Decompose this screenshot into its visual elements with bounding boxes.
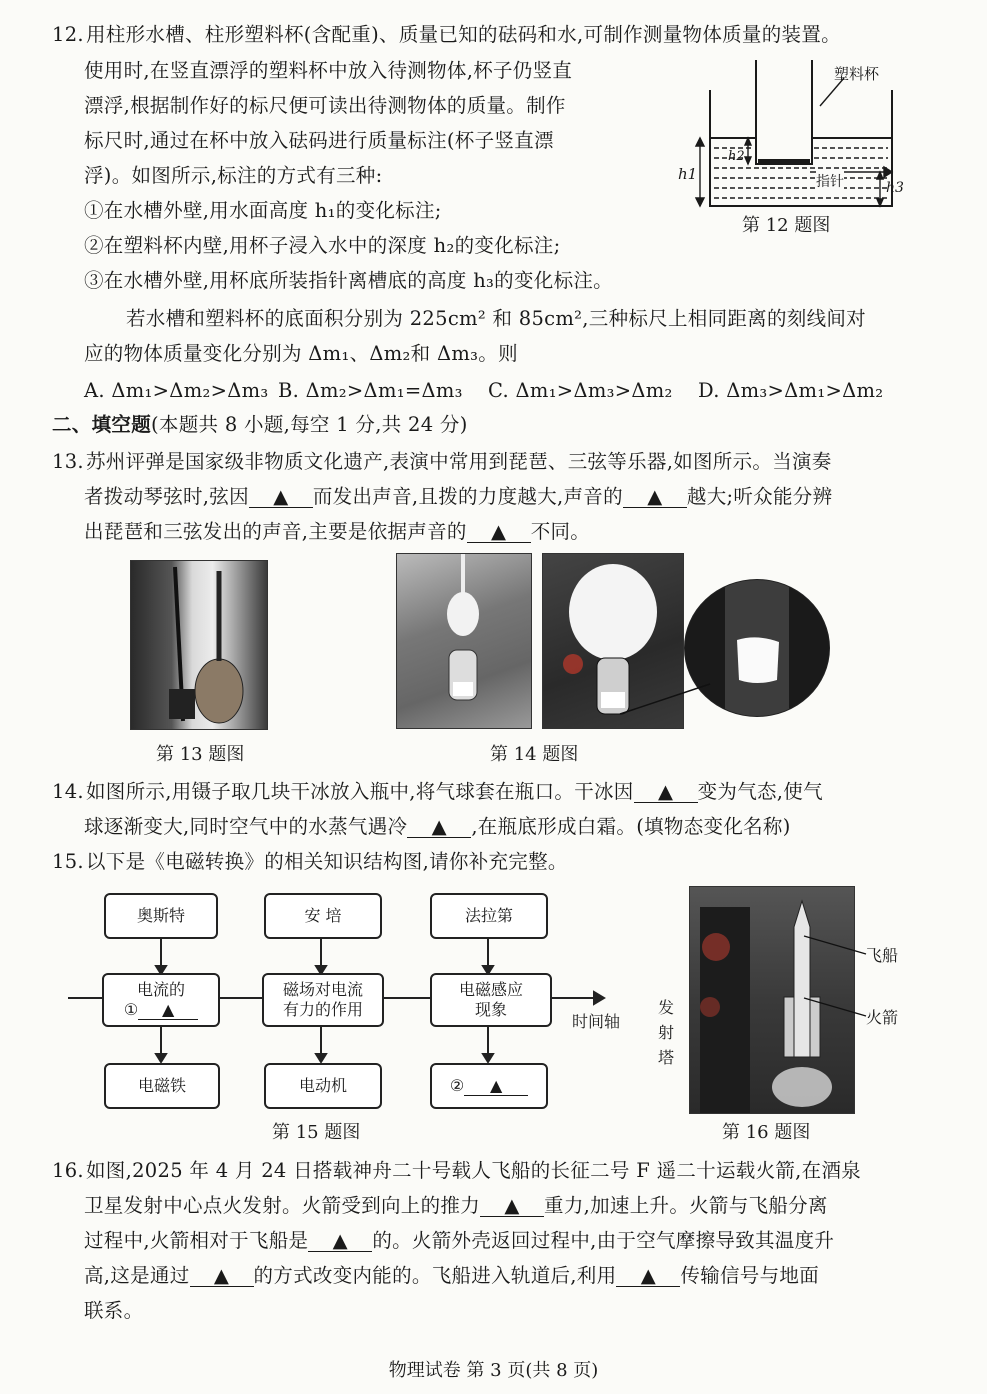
counterweight	[758, 159, 810, 164]
q12-line-5: 浮)。如图所示,标注的方式有三种:	[84, 164, 383, 187]
q15-box-oersted: 奥斯特	[104, 893, 218, 939]
q13-photo-instruments	[130, 560, 268, 730]
q14-text: 如图所示,用镊子取几块干冰放入瓶中,将气球套在瓶口。干冰因	[86, 780, 634, 803]
q12-line-6: 若水槽和塑料杯的底面积分别为 225cm² 和 85cm²,三种标尺上相同距离的刻线间对	[126, 307, 866, 330]
q15-blank-1[interactable]: ▲	[138, 1001, 198, 1020]
q13-line-3	[84, 519, 590, 545]
q12-h2-label: h2	[728, 149, 745, 164]
q15-box-text: 现象	[474, 1000, 507, 1019]
q15-box-force-on-current	[262, 973, 384, 1027]
q13-text: 越大;听众能分辨	[686, 485, 833, 508]
q14-text: 变为气态,使气	[697, 780, 823, 803]
q13-blank-2[interactable]: ▲	[623, 487, 687, 508]
q12-number: 12.	[52, 23, 84, 46]
q12-cup-label: 塑料杯	[834, 65, 880, 83]
q16-blank-2[interactable]: ▲	[308, 1231, 372, 1252]
q13-text: 不同。	[530, 520, 591, 543]
q14-photo-small-balloon	[396, 553, 532, 729]
q16-line-1: 如图,2025 年 4 月 24 日搭载神舟二十号载人飞船的长征二号 F 遥二十运载火箭,在酒泉	[86, 1159, 862, 1182]
q16-text: 重力,加速上升。火箭与飞船分离	[544, 1194, 828, 1217]
q16-label-tower-3: 塔	[658, 1048, 675, 1067]
q16-caption: 第 16 题图	[722, 1122, 811, 1143]
q12-choice-a: A. Δm₁>Δm₂>Δm₃	[84, 379, 269, 402]
q12-line-4: 标尺时,通过在杯中放入砝码进行质量标注(杯子竖直漂	[84, 129, 554, 152]
q16-text: 的方式改变内能的。飞船进入轨道后,利用	[253, 1264, 617, 1287]
q12-choice-d: D. Δm₃>Δm₁>Δm₂	[698, 379, 884, 402]
q15-box-electromagnet: 电磁铁	[104, 1063, 220, 1109]
q15-line-1: 以下是《电磁转换》的相关知识结构图,请你补充完整。	[86, 850, 568, 873]
q13-caption: 第 13 题图	[156, 744, 245, 765]
q14-text: 球逐渐变大,同时空气中的水蒸气遇冷	[84, 815, 408, 838]
q12-line-1: 用柱形水槽、柱形塑料杯(含配重)、质量已知的砝码和水,可制作测量物体质量的装置。	[86, 23, 841, 46]
section-2-title: 二、填空题	[52, 413, 152, 436]
q16-label-tower-2: 射	[658, 1023, 675, 1042]
q15-circle-1: ①	[123, 1000, 139, 1019]
q15-number: 15.	[52, 850, 84, 873]
q16-number: 16.	[52, 1159, 84, 1182]
q13-blank-1[interactable]: ▲	[249, 487, 313, 508]
q15-box-text: 电磁感应	[458, 980, 523, 999]
q16-line-4	[84, 1263, 819, 1289]
q15-box-text: 磁场对电流	[282, 980, 363, 999]
q15-box-motor: 电动机	[264, 1063, 382, 1109]
q13-text: 出琵琶和三弦发出的声音,主要是依据声音的	[84, 520, 467, 543]
q12-line-7: 应的物体质量变化分别为 Δm₁、Δm₂和 Δm₃。则	[84, 342, 518, 365]
q16-blank-1[interactable]: ▲	[480, 1196, 544, 1217]
q15-blank-2[interactable]: ▲	[464, 1077, 528, 1096]
q15-box-current-effect	[102, 973, 220, 1027]
q16-line-5: 联系。	[84, 1299, 144, 1322]
q12-line-3: 漂浮,根据制作好的标尺便可读出待测物体的质量。制作	[84, 94, 566, 117]
q12-option-2: ②在塑料杯内壁,用杯子浸入水中的深度 h₂的变化标注;	[84, 234, 561, 257]
q16-blank-3[interactable]: ▲	[190, 1266, 254, 1287]
q14-text: ,在瓶底形成白霜。(填物态变化名称)	[471, 815, 791, 838]
q12-h1-label: h1	[678, 165, 698, 183]
q12-h3-label: h3	[886, 180, 904, 196]
q15-box-ampere: 安 培	[264, 893, 382, 939]
page-footer: 物理试卷 第 3 页(共 8 页)	[388, 1360, 599, 1381]
q16-label-tower-1: 发	[658, 998, 675, 1017]
q15-box-faraday: 法拉第	[430, 893, 548, 939]
q13-line-2	[84, 484, 832, 510]
q16-text: 卫星发射中心点火发射。火箭受到向上的推力	[84, 1194, 481, 1217]
q14-line-1	[86, 779, 823, 805]
q13-number: 13.	[52, 450, 84, 473]
q16-label-rocket: 火箭	[866, 1008, 899, 1027]
q14-blank-1[interactable]: ▲	[634, 782, 698, 803]
q15-box-blank-2	[430, 1063, 548, 1109]
q13-text: 而发出声音,且拨的力度越大,声音的	[312, 485, 623, 508]
q16-line-3	[84, 1228, 834, 1254]
q16-text: 的。火箭外壳返回过程中,由于空气摩擦导致其温度升	[372, 1229, 835, 1252]
q14-line-2	[84, 814, 791, 840]
q16-text: 过程中,火箭相对于飞船是	[84, 1229, 309, 1252]
q16-text: 传输信号与地面	[680, 1264, 820, 1287]
q12-option-1: ①在水槽外壁,用水面高度 h₁的变化标注;	[84, 199, 442, 222]
q16-line-2	[84, 1193, 828, 1219]
q14-number: 14.	[52, 780, 84, 803]
q15-blank-1-line	[124, 1000, 198, 1020]
q13-blank-3[interactable]: ▲	[467, 522, 531, 543]
q15-box-induction	[430, 973, 552, 1027]
q12-caption: 第 12 题图	[742, 215, 831, 236]
q12-choice-b: B. Δm₂>Δm₁=Δm₃	[278, 379, 463, 402]
q13-line-1: 苏州评弹是国家级非物质文化遗产,表演中常用到琵琶、三弦等乐器,如图所示。当演奏	[86, 450, 832, 473]
q16-text: 高,这是通过	[84, 1264, 190, 1287]
q16-label-ship: 飞船	[866, 946, 899, 965]
q14-blank-2[interactable]: ▲	[407, 817, 471, 838]
q12-pointer-label: 指针	[816, 170, 844, 194]
q13-text: 者拨动琴弦时,弦因	[84, 485, 249, 508]
section-2-note: (本题共 8 小题,每空 1 分,共 24 分)	[151, 413, 468, 436]
plastic-cup	[756, 60, 812, 164]
q15-box-text: 电流的	[136, 980, 185, 999]
q15-circle-2: ②	[449, 1076, 465, 1095]
q14-caption: 第 14 题图	[490, 744, 579, 765]
section-2-header	[52, 412, 468, 438]
q16-blank-4[interactable]: ▲	[616, 1266, 680, 1287]
q14-zoom-leader	[618, 680, 718, 720]
q15-box-text: 有力的作用	[282, 1000, 363, 1019]
q15-caption: 第 15 题图	[272, 1122, 361, 1143]
q12-line-2: 使用时,在竖直漂浮的塑料杯中放入待测物体,杯子仍竖直	[84, 59, 573, 82]
q15-time-axis-label: 时间轴	[572, 1012, 621, 1031]
q12-choice-c: C. Δm₁>Δm₃>Δm₂	[488, 379, 673, 402]
q12-option-3: ③在水槽外壁,用杯底所装指针离槽底的高度 h₃的变化标注。	[84, 269, 613, 292]
